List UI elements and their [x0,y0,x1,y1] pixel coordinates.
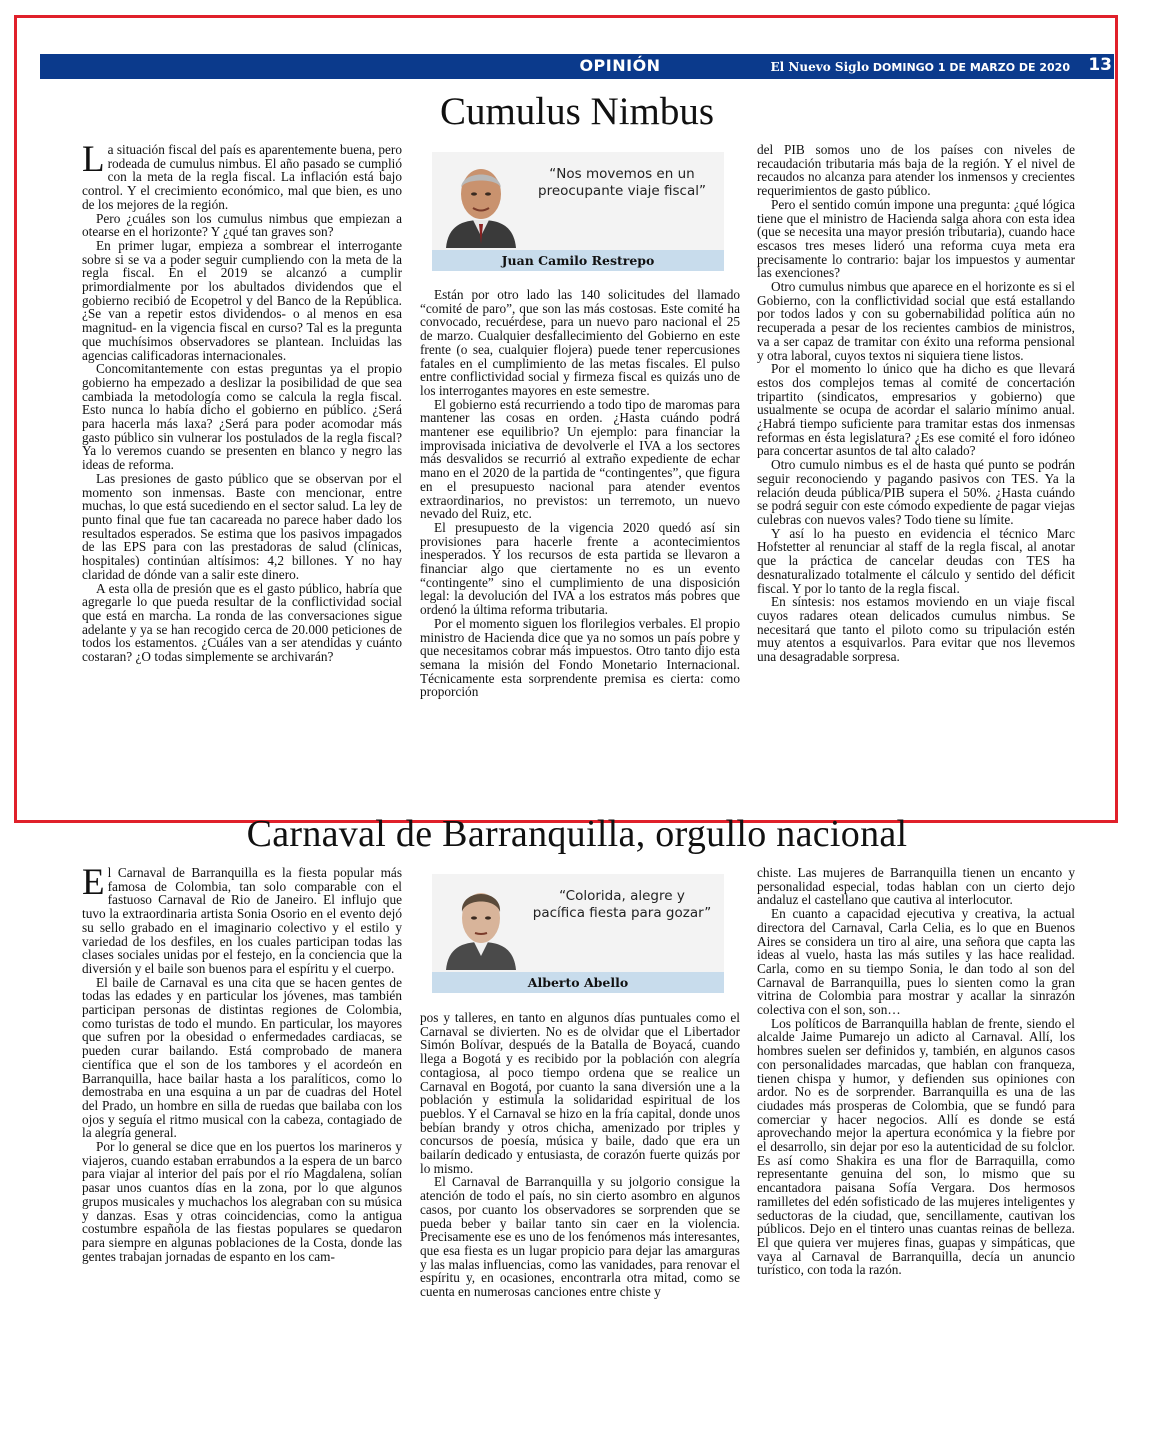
article1-title: Cumulus Nimbus [439,90,715,133]
paragraph: Pero el sentido común impone una pregunta: ¿qué lógica tiene que el ministro de Hacienda salga ahora con esta idea (que se necesita una mayor presión tributaria), cuando hace escasos tres meses lideró una reforma cuya meta era precisamente lo contrario: bajar los impuestos y aumentar las exenciones? [757,196,1075,281]
article1-author: Juan Camilo Restrepo [432,250,724,271]
issue-date: DOMINGO 1 DE MARZO DE 2020 [872,61,1070,74]
paragraph: Y así lo ha puesto en evidencia el técnico Marc Hofstetter al renunciar al staff de la regla fiscal, al anotar que la práctica de cancelar deudas con TES ha desnaturalizado totalmente el cálculo y sentido del déficit fiscal. Y por lo tanto de la regla fiscal. [757,525,1075,596]
paragraph: En cuanto a capacidad ejecutiva y creativa, la actual directora del Carnaval, Carla Celia, es lo que en Buenos Aires se considera un tiro al aire, una señora que capta las ideas al vuelo, hasta las más sutiles y las hace realidad. Carla, como en su tiempo Sonia, le dan todo al son del Carnaval de Barranquilla, pues lo sienten como la gran vitrina de Colombia para mostrar y acallar la sinrazón colectiva con el son, son… [757,906,1075,1018]
paragraph: Por lo general se dice que en los puertos los marineros y viajeros, cuando estaban errabundos a la espera de un barco para viajar al interior del país por el río Magdalena, solían pasar unos cuantos días en la zona, por lo que algunos grupos musicales y muchachos los alegraban con su música y danzas. Esas y otras coincidencias, como la antigua costumbre española de las fiestas populares se quedaron para siempre en algunas poblaciones de la Costa, donde las gentes trabajan jornadas de espanto en los cam- [82,1139,402,1264]
paragraph: pos y talleres, en tanto en algunos días puntuales como el Carnaval se divierten. No es de olvidar que el Libertador Simón Bolívar, después de la Batalla de Boyacá, cuando llega a Bogotá y es recibido por la población con alegría contagiosa, al poco tiempo ordena que se realice un Carnaval en Bogotá, por cuanto la sana diversión une a la población y estimula la solidaridad espiritual de los pueblos. Y el Carnaval se hizo en la fría capital, donde unos bebían brandy y otros chicha, amenizado por triples y concursos de poesía, música y baile, dado que era un bailarín dedicado y entusiasta, de corazón fuerte quizás por lo mismo. [420,1011,740,1176]
article1-column-2 [420,288,740,813]
article2-author: Alberto Abello [432,972,724,993]
paragraph: del PIB somos uno de los países con niveles de recaudación tributaria más baja de la región. Y el nivel de recaudos no alcanza para atender los inmensos y crecientes requerimientos de gasto público. [757,143,1075,199]
paragraph: Los políticos de Barranquilla hablan de frente, siendo el alcalde Jaime Pumarejo un adicto al Carnaval. Allí, los hombres suelen ser definidos y, también, en algunos casos con personalidades marcadas, que hablan con franqueza, tienen chispa y humor, y defienden sus opiniones con ardor. No es de sorprender. Barranquilla es una de las ciudades más prosperas de Colombia, que se fundó para comerciar y hacer negocios. Allí es donde se está aprovechando mejor la apertura económica y la fiebre por el desarrollo, sin dejar por eso la autenticidad de su folclor. Es así como Shakira es una flor de Barraquilla, como representante genuina del son, lo mismo que su encantadora paisana Sofía Vergara. Dos hermosos ramilletes del edén sofisticado de las mujeres inteligentes y seductoras de la ciudad, que, sencillamente, cautivan los públicos. Dejo en el tintero unas cuantas reinas de belleza. El que quiera ver mujeres finas, guapas y simpáticas, que vaya al Carnaval de Barranquilla, decía un anuncio turístico, con toda la razón. [757,1015,1075,1278]
drop-cap: E [82,866,105,903]
article2-pull-quote: “Colorida, alegre y pacífica fiesta para gozar” [532,888,712,921]
article2-column-1 [82,866,402,1396]
article1-column-3 [757,143,1075,811]
masthead [771,60,1070,74]
paragraph: El Carnaval de Barranquilla y su jolgorio consigue la atención de todo el país, no sin cierto asombro en algunos casos, por cuanto los observadores se sorprenden que se pueda beber y bailar tanto sin caer en la violencia. Precisamente ese es uno de los fenómenos más interesantes, que esa fiesta es un lugar propicio para dejar las amarguras y las malas influencias, como las vanidades, para renovar el espíritu y, en ocasiones, encontrarla otra mitad, como se cuenta en numerosas canciones entre chiste y [420,1174,740,1300]
paragraph: Están por otro lado las 140 solicitudes del llamado “comité de paro”, que son las más costosas. Este comité ha convocado, recuérdese, para un nuevo paro nacional el 25 de marzo. Cualquier desfallecimiento del Gobierno en este frente (o sea, cualquier flojera) puede tener repercusiones fatales en el cumplimiento de las metas fiscales. El pulso entre conflictividad social y firmeza fiscal es quizás uno de los interrogantes mayores en este semestre. [420,288,740,398]
article1-column-1 [82,143,402,811]
paragraph: A esta olla de presión que es el gasto público, habría que agregarle lo que pueda resultar de la conflictividad social que está en marcha. La ronda de las conversaciones sigue adelante y ya se han recogido cerca de 20.000 peticiones de todos los estamentos. ¿Cuáles van a ser atendidas y cuánto costaran? ¿O todas simplemente se archivarán? [82,580,402,665]
paragraph: chiste. Las mujeres de Barranquilla tienen un encanto y personalidad especial, todas hablan con un cierto dejo andaluz el castellano que cautiva al interlocutor. [757,866,1075,908]
paragraph: La situación fiscal del país es aparentemente buena, pero rodeada de cumulus nimbus. El año pasado se cumplió con la meta de la regla fiscal. La inflación está bajo control. Y el crecimiento económico, mal que bien, es uno de los mejores de la región. [82,143,402,212]
section-label: OPINIÓN [579,56,661,75]
paragraph: Otro cumulo nimbus es el de hasta qué punto se podrán seguir reconociendo y pagando pasivos con TES. Ya la relación deuda pública/PIB supera el 50%. ¿Hasta cuándo se podrá seguir con este cómodo expediente de pagar viejas culebras con nuevos vales? Todo tiene su límite. [757,457,1075,527]
paragraph: Concomitantemente con estas preguntas ya el propio gobierno ha empezado a deslizar la posibilidad de que sea cambiada la metodología como se calcula la regla fiscal. Esto nunca lo había dicho el gobierno en público. ¿Será para hacerla más laxa? ¿Será para poder acomodar más gasto público sin vulnerar los postulados de la regla fiscal? Ya lo veremos cuando se presenten en blanco y negro las ideas de reforma. [82,361,402,473]
article2-quote-box [432,874,724,993]
paper-name: El Nuevo Siglo [770,60,870,74]
article2-column-3 [757,866,1075,1396]
paragraph: El presupuesto de la vigencia 2020 quedó así sin provisiones para hacerle frente a acontecimientos inesperados. Y los recursos de esta partida se llevaron a financiar algo que ciertamente no es un evento “contingente” sino el cumplimiento de una disposición legal: la devolución del IVA a los estratos más pobres que ordenó la última reforma tributaria. [420,519,740,618]
paragraph: Por el momento siguen los florilegios verbales. El propio ministro de Hacienda dice que ya no somos un país pobre y que necesitamos cobrar más impuestos. Otro tanto dijo esta semana la misión del Fondo Monetario Internacional. Técnicamente esta sorprendente premisa es cierta: como proporción [420,615,740,700]
paragraph: En primer lugar, empieza a sombrear el interrogante sobre si se va a poder seguir cumpliendo con la meta de la regla fiscal. En el 2019 se alcanzó a cumplir primordialmente por los abultados dividendos que el gobierno recibió de Ecopetrol y del Banco de la República. ¿Se van a repetir estos dividendos- o al menos en esa magnitud- en la vigencia fiscal en curso? Tal es la pregunta que muchísimos observadores se plantean. Incluidas las agencias calificadoras internacionales. [82,237,402,363]
paragraph: El baile de Carnaval es una cita que se hacen gentes de todas las edades y en particular los jóvenes, mas también participan personas de distintas regiones de Colombia, como turistas de todo el mundo. En particular, los mayores que sufren por la obesidad o enfermedades cardiacas, se pueden curar bailando. Está comprobado de manera científica que el son de los tambores y el acordeón en Barranquilla, hace bailar hasta a los paralíticos, como lo demostraba en una esquina a un par de cuadras del Hotel del Prado, un hombre en silla de ruedas que bailaba con los ojos y seguía el ritmo musical con la cabeza, contagiado de la alegría general. [82,974,402,1141]
author-portrait-icon [440,158,522,248]
paragraph: Las presiones de gasto público que se observan por el momento son inmensas. Baste con mencionar, entre muchas, lo que está sucediendo en el sector salud. La ley de punto final que fue tan cacareada no parece haber dado los resultados esperados. Se estima que los pasivos impagados de las EPS para con las prestadoras de salud (clínicas, hospitales) continúan altísimos: 4,2 billones. Y no hay claridad de dónde van a salir este dinero. [82,470,402,582]
article1-quote-box [432,152,724,271]
page-number: 13 [1088,55,1112,75]
article1-pull-quote: “Nos movemos en un preocupante viaje fiscal” [538,166,706,199]
article2-column-2 [420,1011,740,1396]
section-header-bar [40,54,1114,79]
paragraph: El gobierno está recurriendo a todo tipo de maromas para mantener las cosas en orden. ¿Hasta cuándo podrá mantener ese equilibrio? Un ejemplo: para financiar la improvisada iniciativa de devolverle el IVA a los sectores más desvalidos se recurrió al extraño expediente de echar mano en el 2020 de la partida de “contingentes”, que figura en el presupuesto nacional para atender eventos extraordinarios, no previstos: un terremoto, un nuevo nevado del Ruiz, etc. [420,396,740,522]
paragraph: El Carnaval de Barranquilla es la fiesta popular más famosa de Colombia, tan solo comparable con el fastuoso Carnaval de Rio de Janeiro. El influjo que tuvo la extraordinaria artista Sonia Osorio en el evento dejó su sello grabado en el imaginario colectivo y el estilo y variedad de los desfiles, en los cuales participan todas las clases sociales unidas por el festejo, en la conciencia que la diversión y el baile son buenos para el espíritu y el cuerpo. [82,866,402,976]
paragraph: Otro cumulus nimbus que aparece en el horizonte es si el Gobierno, con la conflictividad social que está estallando por todos lados y con su gobernabilidad política aún no recuperada a pesar de los recientes cambios de ministros, va a ser capaz de tramitar con éxito una reforma pensional y otra laboral, cuyos textos ni siquiera tiene listos. [757,279,1075,363]
paragraph: Pero ¿cuáles son los cumulus nimbus que empiezan a otearse en el horizonte? Y ¿qué tan graves son? [82,210,402,240]
author-portrait-icon [440,880,522,970]
drop-cap: L [82,143,105,180]
article2-title: Carnaval de Barranquilla, orgullo nacional [246,813,908,855]
paragraph: Por el momento lo único que ha dicho es que llevará estos dos complejos temas al comité de concertación tripartito (sindicatos, empresarios y gobierno) que usualmente se ocupa de acordar el salario mínimo anual. ¿Habrá tiempo suficiente para tramitar estas dos inmensas reformas en ésta legislatura? ¿Es ese comité el foro idóneo para concertar asuntos de tal alto calado? [757,361,1075,459]
paragraph: En síntesis: nos estamos moviendo en un viaje fiscal cuyos radares otean delicados cumulus nimbus. Se necesitará que tanto el piloto como su tripulación estén muy atentos a esquivarlos. Para evitar que nos llevemos una desagradable sorpresa. [757,594,1075,665]
